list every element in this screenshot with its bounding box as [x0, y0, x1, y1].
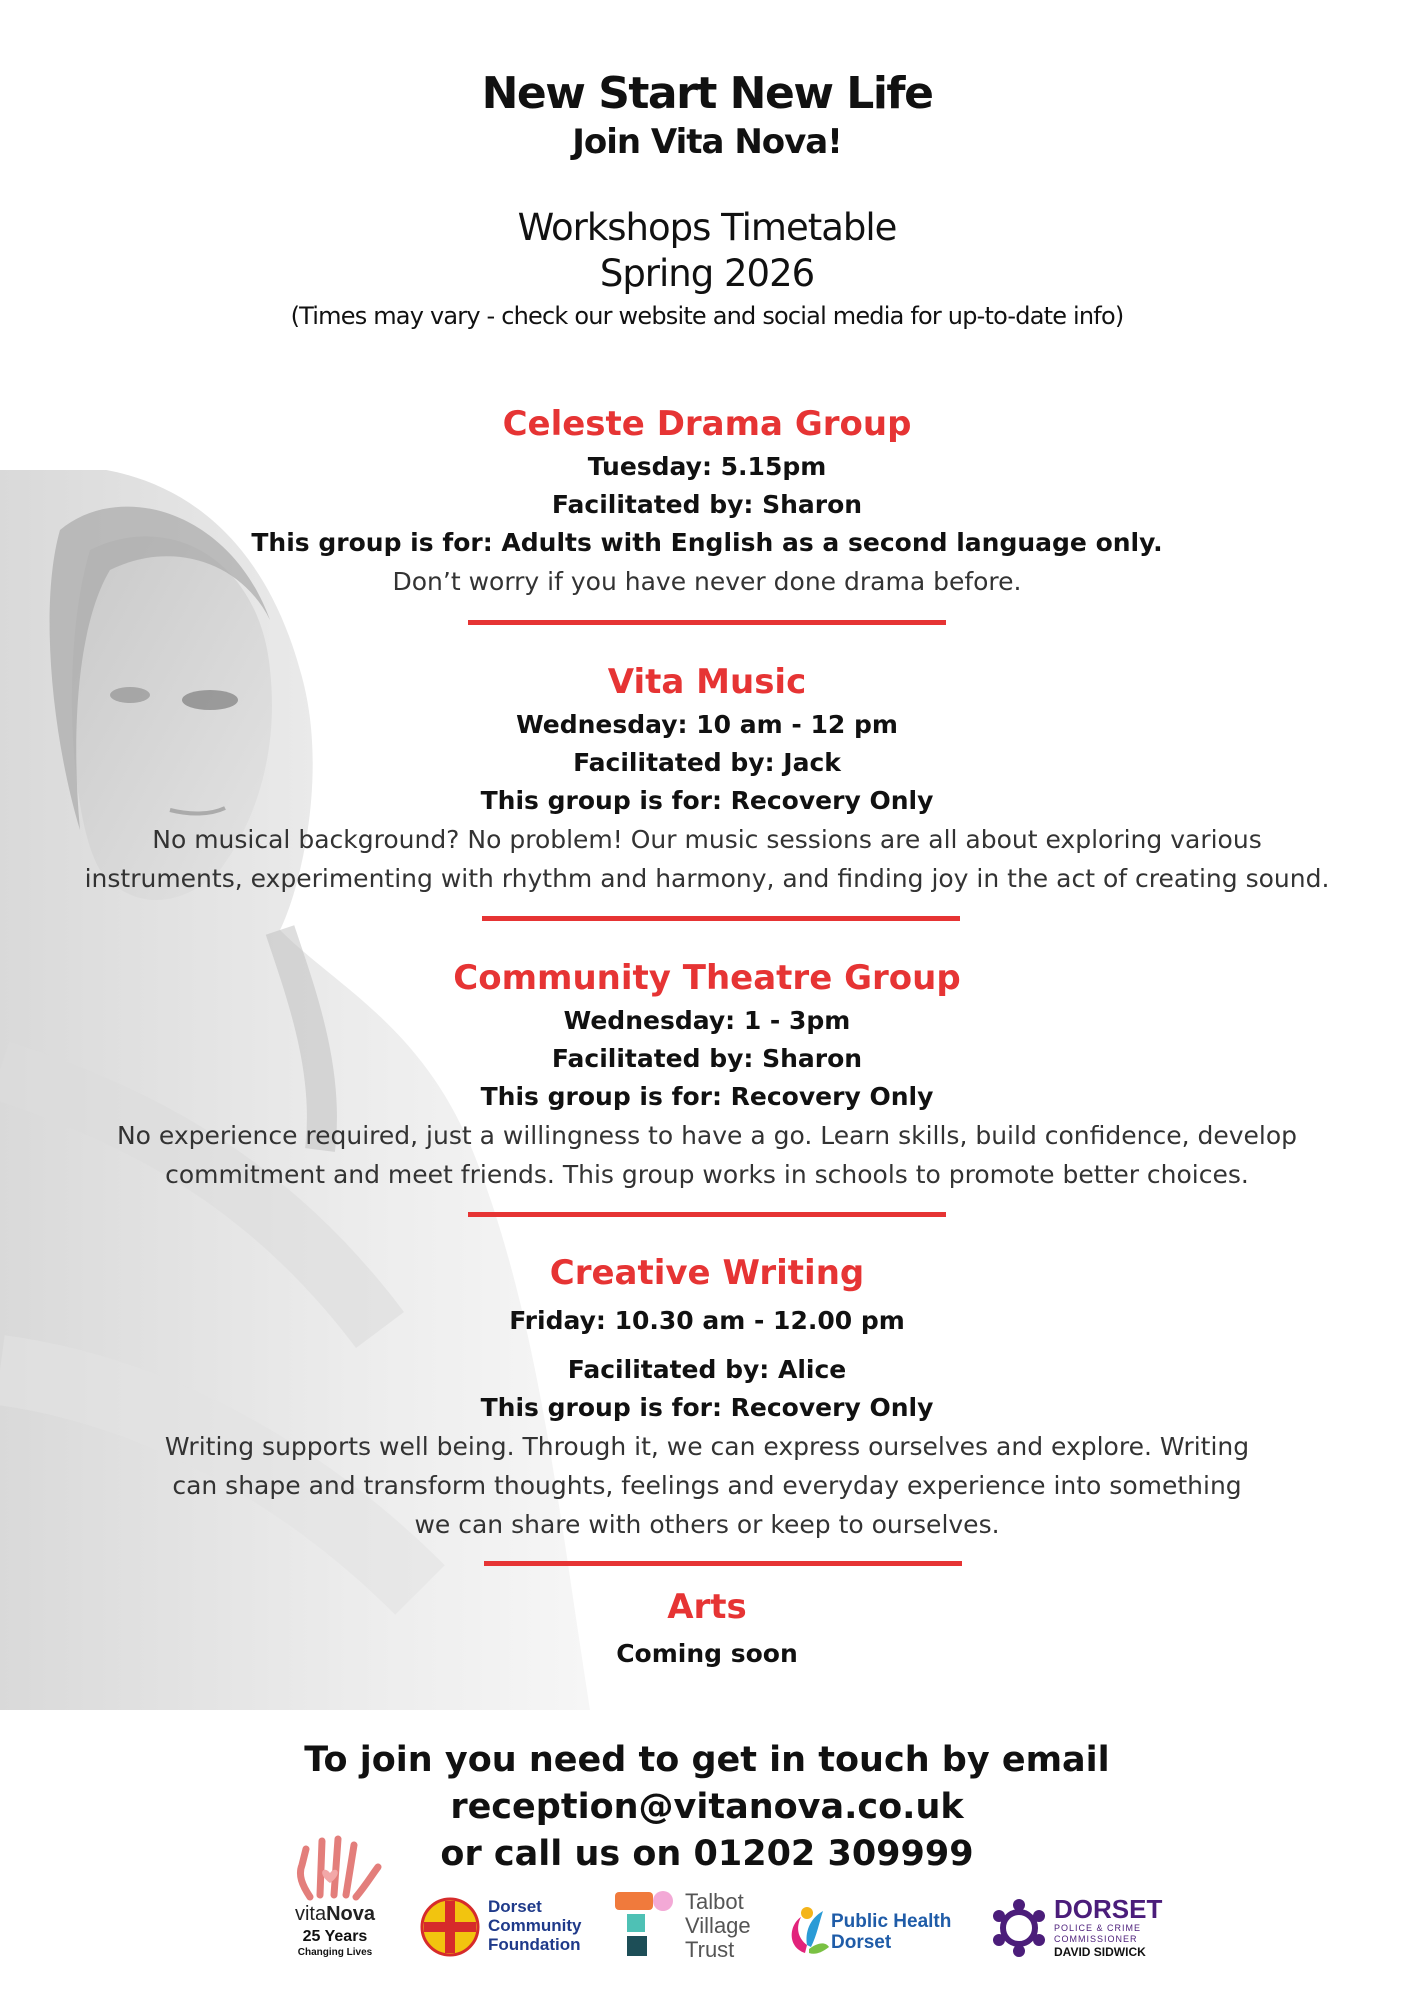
sponsor-logos [280, 1835, 1180, 1985]
section-description: No musical background? No problem! Our music sessions are all about exploring various [152, 825, 1262, 854]
vitanova-name-b: Nova [326, 1903, 376, 1925]
dcf-line: Dorset [488, 1897, 542, 1916]
section-facilitator: Facilitated by: Sharon [551, 1044, 863, 1073]
section-description: instruments, experimenting with rhythm and harmony, and finding joy in the act of creating sound. [84, 864, 1330, 893]
section-description: Don’t worry if you have never done drama before. [392, 567, 1022, 596]
section-time: Tuesday: 5.15pm [587, 452, 827, 481]
pcc-line: DAVID SIDWICK [1054, 1945, 1146, 1959]
section-divider [484, 1561, 962, 1566]
hand-icon [280, 1835, 390, 1905]
section-divider [468, 1212, 946, 1217]
vitanova-logo [280, 1835, 390, 1985]
section-description: we can share with others or keep to ourselves. [414, 1510, 1000, 1539]
pcc-star-icon [990, 1899, 1048, 1957]
section-divider [468, 620, 946, 625]
dcf-line: Foundation [488, 1935, 581, 1954]
dorset-pcc-logo [990, 1895, 1180, 1975]
page-title: New Start New Life [481, 68, 933, 119]
talbot-line: Village [685, 1913, 751, 1938]
section-time: Wednesday: 1 - 3pm [563, 1006, 851, 1035]
public-health-swirl-icon [785, 1903, 829, 1959]
pcc-line: POLICE & CRIME [1054, 1923, 1142, 1933]
section-title: Creative Writing [549, 1253, 865, 1293]
section-divider [482, 916, 960, 921]
section-facilitator: Facilitated by: Jack [573, 748, 841, 777]
timetable-heading: Workshops Timetable [517, 206, 897, 249]
timetable-note: (Times may vary - check our website and social media for up-to-date info) [290, 302, 1124, 330]
section-title: Community Theatre Group [453, 958, 961, 998]
section-title: Arts [667, 1587, 747, 1627]
section-description: No experience required, just a willingness to have a go. Learn skills, build confidence, develop [116, 1121, 1298, 1150]
section-time: Coming soon [616, 1639, 798, 1668]
pcc-line: COMMISSIONER [1054, 1934, 1138, 1944]
section-audience: This group is for: Recovery Only [480, 1393, 934, 1422]
contact-instruction: To join you need to get in touch by email [304, 1740, 1110, 1780]
vitanova-name-a: vita [294, 1903, 327, 1925]
section-facilitator: Facilitated by: Sharon [551, 490, 863, 519]
section-title: Celeste Drama Group [502, 404, 912, 444]
section-title: Vita Music [607, 662, 807, 702]
timetable-season: Spring 2026 [599, 252, 815, 295]
talbot-line: Trust [685, 1937, 735, 1962]
talbot-shapes-icon [615, 1890, 673, 1960]
vitanova-tagline: Changing Lives [297, 1947, 373, 1958]
public-health-dorset-logo [785, 1903, 975, 1973]
talbot-village-trust-logo [615, 1890, 775, 1970]
vitanova-years: 25 Years [302, 1928, 368, 1945]
section-description: can shape and transform thoughts, feelings and everyday experience into something [172, 1471, 1242, 1500]
section-audience: This group is for: Adults with English as a second language only. [251, 528, 1163, 557]
section-time: Friday: 10.30 am - 12.00 pm [509, 1306, 905, 1335]
section-facilitator: Facilitated by: Alice [567, 1355, 847, 1384]
section-description: commitment and meet friends. This group works in schools to promote better choices. [165, 1160, 1249, 1189]
dorset-cross-icon [420, 1897, 480, 1957]
section-audience: This group is for: Recovery Only [480, 786, 934, 815]
contact-phone[interactable]: or call us on 01202 309999 [440, 1834, 974, 1874]
section-time: Wednesday: 10 am - 12 pm [516, 710, 898, 739]
page-subtitle: Join Vita Nova! [572, 122, 842, 162]
contact-email[interactable]: reception@vitanova.co.uk [450, 1787, 964, 1827]
section-description: Writing supports well being. Through it, we can express ourselves and explore. Writing [164, 1432, 1250, 1461]
section-audience: This group is for: Recovery Only [480, 1082, 934, 1111]
phd-line: Dorset [831, 1932, 892, 1953]
talbot-line: Talbot [685, 1889, 744, 1914]
pcc-line: DORSET [1054, 1894, 1163, 1924]
dcf-line: Community [488, 1916, 582, 1935]
phd-line: Public Health [831, 1911, 952, 1932]
dorset-community-foundation-logo [420, 1897, 600, 1967]
